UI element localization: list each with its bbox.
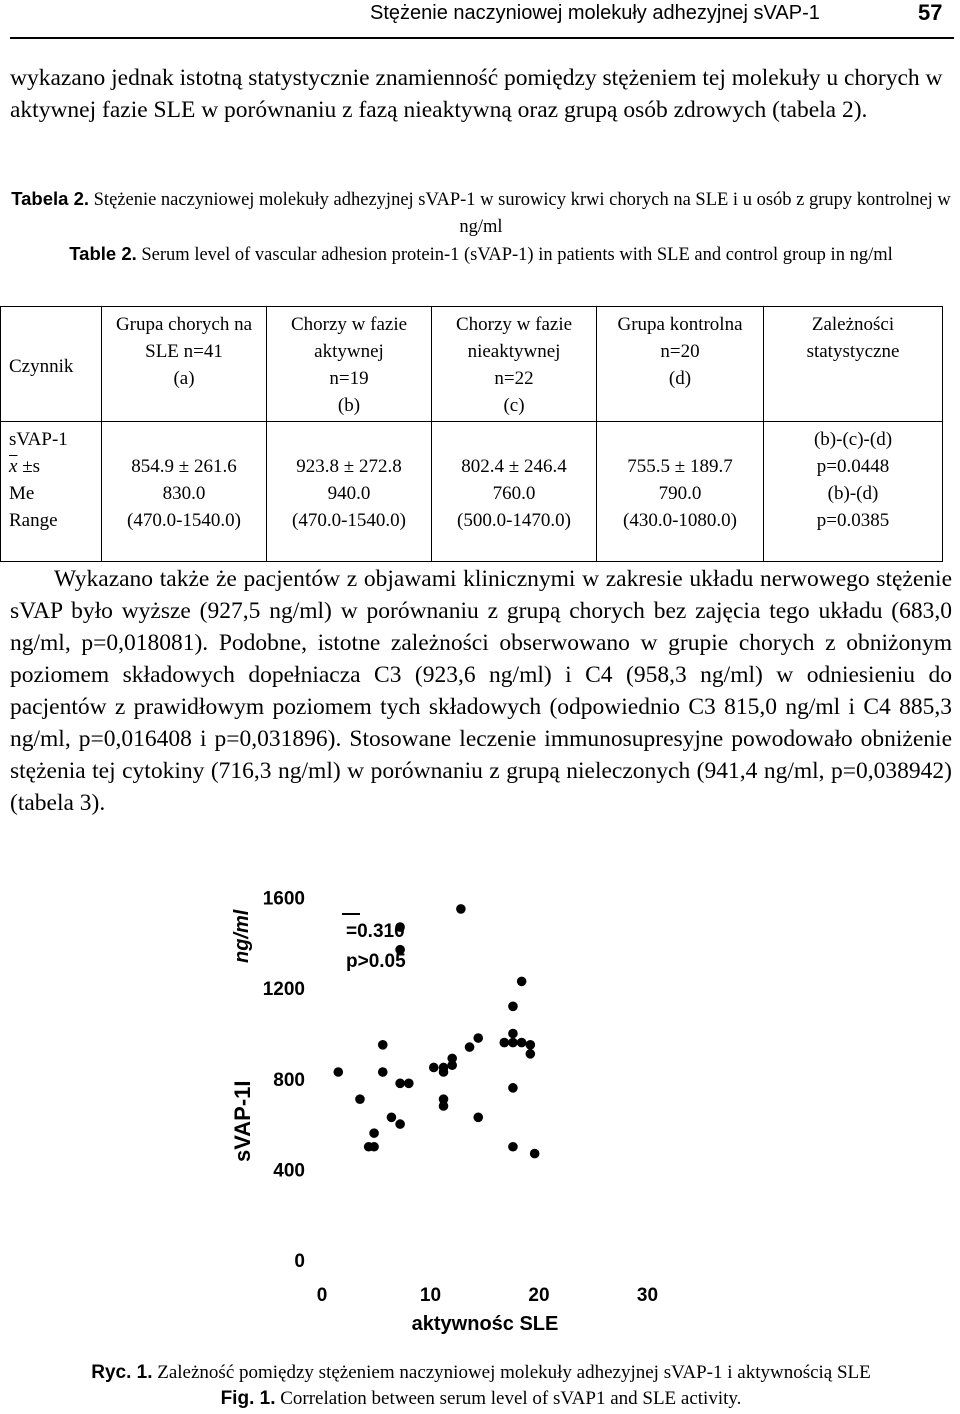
header-line: n=20 [660,341,700,362]
data-point [395,1119,405,1129]
header-line: Grupa chorych na [115,314,253,335]
data-point [508,1029,518,1039]
x-tick-label: 10 [419,1285,442,1306]
median-value: 760.0 [492,483,536,504]
data-point [333,1067,343,1077]
table-row [1,422,943,562]
header-line: statystyczne [806,341,900,362]
scatter-chart [200,880,700,1340]
data-point [508,1038,518,1048]
stats-values [764,422,943,562]
table-caption-english [10,240,952,269]
mean-symbol: $\overline{x}$ [9,456,18,477]
mean-value: 755.5 ± 189.7 [627,456,733,477]
data-table [0,306,943,562]
y-tick-label: 800 [273,1069,305,1091]
table-caption-label: Table 2. [69,243,137,264]
header-line: SLE n=41 [145,341,223,362]
header-line: n=22 [494,368,534,389]
sd-symbol: ±s [17,456,41,477]
range-value: (470.0-1540.0) [292,510,406,531]
values-group-d [597,422,764,562]
r-annotation: =0.310 [346,921,405,942]
table-caption-text: Stężenie naczyniowej molekuły adhezyjnej sVAP-1 w surowicy krwi chorych na SLE i u osób z grupy kontrolnej w ng/ml [93,190,951,237]
header-line: (c) [503,395,525,416]
row-label: sVAP-1 [9,429,68,450]
values-group-a [102,422,267,562]
data-point [508,1142,518,1152]
stats-line: (b)-(c)-(d) [813,429,893,450]
header-line: nieaktywnej [467,341,561,362]
figure-caption-text: Correlation between serum level of sVAP1 and SLE activity. [280,1388,742,1409]
table-caption-polish [10,185,952,241]
x-tick-label: 20 [528,1285,550,1306]
data-point [447,1054,457,1064]
stats-line: p=0.0448 [816,456,890,477]
row-label: Me [9,483,35,504]
x-axis-label: aktywnośc SLE [411,1313,559,1335]
figure-caption-label: Ryc. 1. [91,1362,153,1383]
y-tick-labels [263,889,305,1272]
header-line: n=19 [329,368,369,389]
data-point [526,1049,536,1059]
header-line: Grupa kontrolna [617,314,743,335]
median-value: 790.0 [658,483,702,504]
table-header-row [1,307,943,422]
data-point [517,977,527,987]
data-point [387,1113,397,1123]
data-point [439,1067,449,1077]
x-tick-labels [317,1285,658,1306]
data-point [456,904,466,914]
table-caption-label: Tabela 2. [11,188,90,209]
factor-header: Czynnik [1,307,102,422]
stats-line: (b)-(d) [827,483,879,504]
mean-value: 854.9 ± 261.6 [131,456,237,477]
data-point [355,1094,365,1104]
data-point [378,1067,388,1077]
data-point [530,1149,540,1159]
mean-value: 923.8 ± 272.8 [296,456,402,477]
range-value: (430.0-1080.0) [623,510,737,531]
mean-value: 802.4 ± 246.4 [461,456,567,477]
data-point [429,1063,439,1073]
y-tick-label: 1600 [262,888,305,910]
data-point [508,1083,518,1093]
intro-paragraph: wykazano jednak istotną statystycznie znamienność pomiędzy stężeniem tej molekuły u chorych w aktywnej fazie SLE w porównaniu z fazą nieaktywną oraz grupą osób zdrowych (tabela 2). [10,65,943,123]
x-tick-label: 30 [636,1285,659,1306]
column-header-c [432,307,597,422]
row-label: Range [9,510,58,531]
running-title: Stężenie naczyniowej molekuły adhezyjnej sVAP-1 [370,2,820,24]
row-labels [1,422,102,562]
header-line: (b) [337,395,361,416]
figure-caption-english [10,1386,952,1412]
x-tick-label: 0 [316,1285,328,1306]
y-axis-label: sVAP-1I [230,1080,255,1162]
figure-caption-label: Fig. 1. [220,1388,276,1409]
data-point [508,1002,518,1012]
header-line: (d) [668,368,692,389]
table-caption-text: Serum level of vascular adhesion protein-1 (sVAP-1) in patients with SLE and control group in ng/ml [141,245,893,265]
y-tick-label: 0 [294,1251,305,1272]
data-point [395,1079,405,1089]
data-point [499,1038,509,1048]
data-point [526,1040,536,1050]
figure-caption-polish [10,1360,952,1386]
data-points [333,904,539,1158]
row-label [9,453,101,480]
range-value: (500.0-1470.0) [457,510,571,531]
median-value: 940.0 [327,483,371,504]
header-rule [10,37,954,39]
data-point [369,1128,379,1138]
figure-caption-text: Zależność pomiędzy stężeniem naczyniowej molekuły adhezyjnej sVAP-1 i aktywnością SLE [157,1362,871,1383]
data-point [473,1113,483,1123]
body-paragraph: Wykazano także że pacjentów z objawami klinicznymi w zakresie układu nerwowego stężenie sVAP było wyższe (927,5 ng/ml) w porównaniu z grupą chorych bez zajęcia tego układu (683,0 ng/ml, p=0,018081). Podobne, istotne zależności obserwowano w grupie chorych z obniżonym poziomem składowych dopełniacza C3 (923,6 ng/ml) i C4 (958,3 ng/ml) w odniesieniu do pacjentów z prawidłowym poziomem tych składowych (odpowiednio C3 815,0 ng/ml i C4 885,3 ng/ml, p=0,016408 i p=0,031896). Stosowane leczenie immunosupresyjne powodowało obniżenie stężenia tej cytokiny (716,3 ng/ml) w porównaniu z grupą nieleczonych (941,4 ng/ml, p=0,038942) (tabela 3). [10,566,952,816]
data-point [404,1079,414,1089]
column-header-d [597,307,764,422]
values-group-b [267,422,432,562]
p-annotation: p>0.05 [346,951,406,972]
y-tick-label: 400 [273,1160,305,1182]
data-point [465,1042,475,1052]
data-point [473,1033,483,1043]
header-line: Chorzy w fazie [455,314,573,335]
header-line: aktywnej [314,341,384,362]
running-head [0,0,960,40]
column-header-stats [764,307,943,422]
data-point [378,1040,388,1050]
column-header-b [267,307,432,422]
y-axis-label-unit: ng/ml [231,909,253,963]
data-point [517,1038,527,1048]
data-point [369,1142,379,1152]
header-line: Chorzy w fazie [290,314,408,335]
y-tick-label: 1200 [262,979,305,1001]
column-header-a [102,307,267,422]
median-value: 830.0 [162,483,206,504]
range-value: (470.0-1540.0) [127,510,241,531]
page-number: 57 [918,0,943,25]
header-line: (a) [173,368,195,389]
data-point [439,1094,449,1104]
values-group-c [432,422,597,562]
header-line: Zależności [811,314,895,335]
stats-line: p=0.0385 [816,510,890,531]
